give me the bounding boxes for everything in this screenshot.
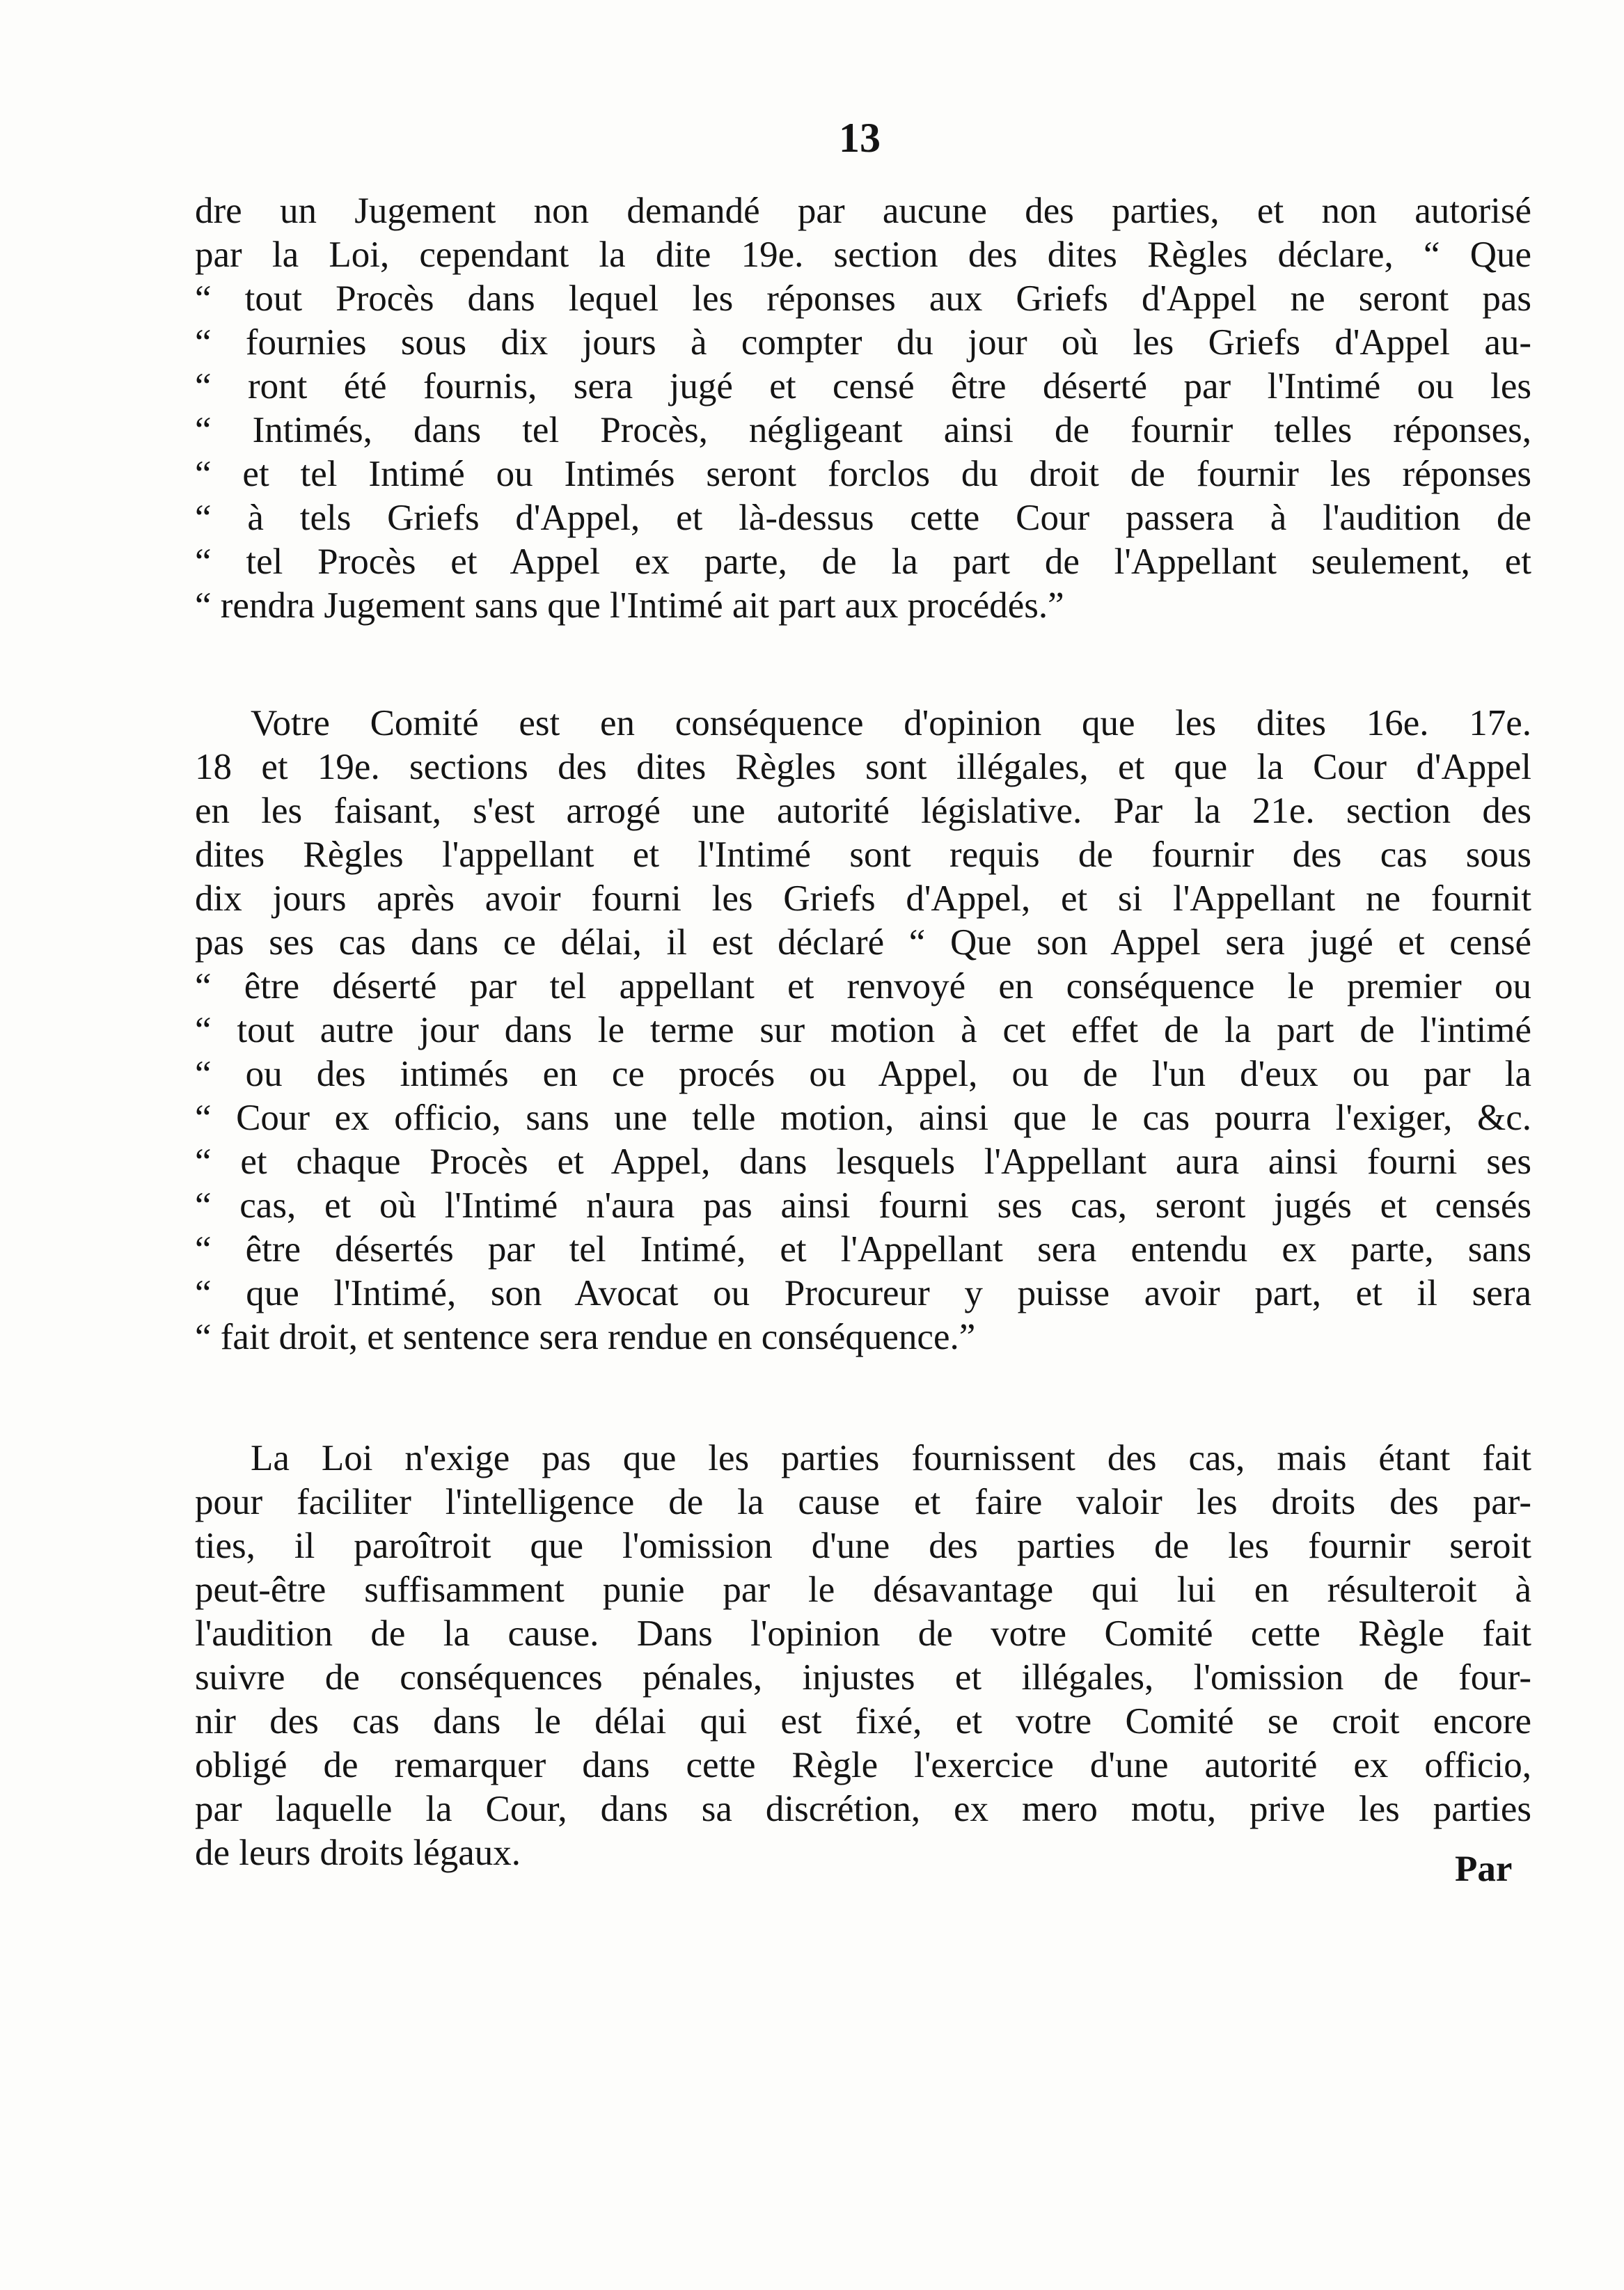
text-line: “ tel Procès et Appel ex parte, de la part de l'Appellant seulement, et bbox=[195, 542, 1531, 582]
text-line: “ Intimés, dans tel Procès, négligeant ainsi de fournir telles réponses, bbox=[195, 410, 1531, 450]
text-line: peut-être suffisamment punie par le désavantage qui lui en résulteroit à bbox=[195, 1570, 1531, 1610]
text-line: dites Règles l'appellant et l'Intimé sont requis de fournir des cas sous bbox=[195, 835, 1531, 875]
text-line: de leurs droits légaux. bbox=[195, 1833, 521, 1873]
text-line: La Loi n'exige pas que les parties fournissent des cas, mais étant fait bbox=[251, 1438, 1531, 1478]
text-line: en les faisant, s'est arrogé une autorité législative. Par la 21e. section des bbox=[195, 791, 1531, 831]
page-number: 13 bbox=[839, 115, 881, 161]
text-line: 18 et 19e. sections des dites Règles sont illégales, et que la Cour d'Appel bbox=[195, 747, 1531, 787]
paragraph-1 bbox=[195, 189, 1531, 628]
text-line: “ ou des intimés en ce procés ou Appel, ou de l'un d'eux ou par la bbox=[195, 1054, 1531, 1094]
text-line: nir des cas dans le délai qui est fixé, et votre Comité se croit encore bbox=[195, 1701, 1531, 1742]
text-line: dre un Jugement non demandé par aucune des parties, et non autorisé bbox=[195, 191, 1531, 231]
text-line: “ cas, et où l'Intimé n'aura pas ainsi fourni ses cas, seront jugés et censés bbox=[195, 1185, 1531, 1226]
text-line: l'audition de la cause. Dans l'opinion de votre Comité cette Règle fait bbox=[195, 1613, 1531, 1654]
text-line: “ ront été fournis, sera jugé et censé être déserté par l'Intimé ou les bbox=[195, 366, 1531, 406]
text-line: “ et chaque Procès et Appel, dans lesquels l'Appellant aura ainsi fourni ses bbox=[195, 1142, 1531, 1182]
text-line: “ rendra Jugement sans que l'Intimé ait part aux procédés.” bbox=[195, 585, 1064, 626]
text-line: par la Loi, cependant la dite 19e. section des dites Règles déclare, “ Que bbox=[195, 235, 1531, 275]
text-line: “ être déserté par tel appellant et renvoyé en conséquence le premier ou bbox=[195, 966, 1531, 1006]
text-line: obligé de remarquer dans cette Règle l'exercice d'une autorité ex officio, bbox=[195, 1745, 1531, 1785]
catchword: Par bbox=[1455, 1849, 1513, 1889]
text-line: “ être désertés par tel Intimé, et l'Appellant sera entendu ex parte, sans bbox=[195, 1229, 1531, 1270]
text-line: “ et tel Intimé ou Intimés seront forclos du droit de fournir les réponses bbox=[195, 454, 1531, 494]
text-line: ties, il paroîtroit que l'omission d'une des parties de les fournir seroit bbox=[195, 1526, 1531, 1566]
text-line: “ que l'Intimé, son Avocat ou Procureur y puisse avoir part, et il sera bbox=[195, 1273, 1531, 1313]
text-line: suivre de conséquences pénales, injustes et illégales, l'omission de four- bbox=[195, 1657, 1531, 1698]
text-line: par laquelle la Cour, dans sa discrétion, ex mero motu, prive les parties bbox=[195, 1789, 1531, 1829]
text-line: dix jours après avoir fourni les Griefs d'Appel, et si l'Appellant ne fournit bbox=[195, 878, 1531, 919]
text-line: “ Cour ex officio, sans une telle motion, ainsi que le cas pourra l'exiger, &c. bbox=[195, 1098, 1531, 1138]
text-line: “ tout Procès dans lequel les réponses aux Griefs d'Appel ne seront pas bbox=[195, 278, 1531, 319]
text-line: pas ses cas dans ce délai, il est déclaré “ Que son Appel sera jugé et censé bbox=[195, 922, 1531, 963]
text-line: “ tout autre jour dans le terme sur motion à cet effet de la part de l'intimé bbox=[195, 1010, 1531, 1050]
text-line: pour faciliter l'intelligence de la cause et faire valoir les droits des par- bbox=[195, 1482, 1531, 1522]
text-line: “ fait droit, et sentence sera rendue en conséquence.” bbox=[195, 1317, 976, 1357]
text-line: Votre Comité est en conséquence d'opinion que les dites 16e. 17e. bbox=[251, 703, 1531, 743]
text-line: “ fournies sous dix jours à compter du jour où les Griefs d'Appel au- bbox=[195, 322, 1531, 363]
paragraph-2 bbox=[195, 702, 1531, 1359]
paragraph-3 bbox=[195, 1437, 1531, 1875]
text-line: “ à tels Griefs d'Appel, et là-dessus cette Cour passera à l'audition de bbox=[195, 498, 1531, 538]
